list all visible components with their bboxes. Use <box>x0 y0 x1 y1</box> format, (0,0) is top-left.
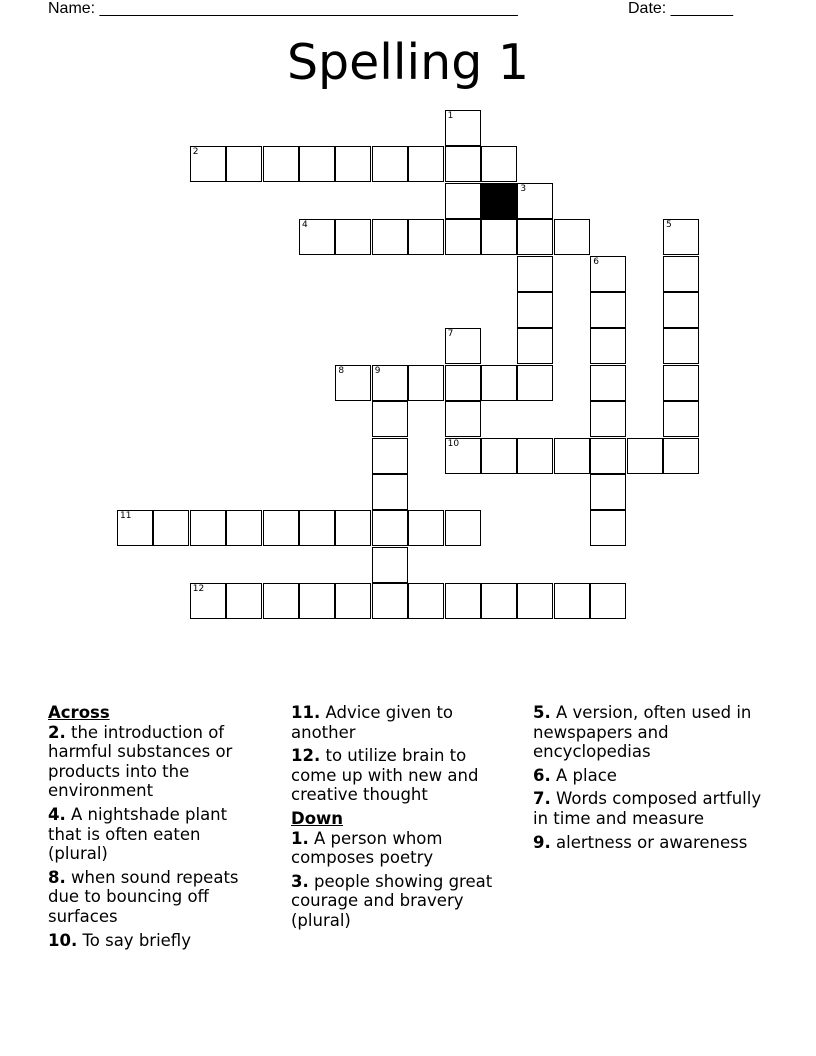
crossword-cell[interactable] <box>663 328 699 364</box>
crossword-cell[interactable] <box>517 292 553 328</box>
crossword-cell[interactable] <box>590 292 626 328</box>
crossword-cell[interactable] <box>335 583 371 619</box>
across-heading: Across <box>48 703 110 722</box>
crossword-cell[interactable] <box>663 256 699 292</box>
crossword-cell[interactable] <box>445 219 481 255</box>
crossword-cell[interactable] <box>517 256 553 292</box>
cell-number: 7 <box>447 329 454 340</box>
crossword-cell[interactable] <box>372 219 408 255</box>
crossword-cell[interactable] <box>517 183 553 219</box>
crossword-cell[interactable] <box>481 219 517 255</box>
crossword-cell[interactable] <box>663 365 699 401</box>
crossword-cell[interactable] <box>590 510 626 546</box>
crossword-cell[interactable] <box>408 510 444 546</box>
crossword-cell[interactable] <box>590 256 626 292</box>
crossword-cell[interactable] <box>663 292 699 328</box>
crossword-cell[interactable] <box>517 365 553 401</box>
page-title: Spelling 1 <box>286 34 530 91</box>
crossword-cell[interactable] <box>372 583 408 619</box>
crossword-cell[interactable] <box>335 365 371 401</box>
crossword-cell[interactable] <box>590 474 626 510</box>
crossword-cell[interactable] <box>554 219 590 255</box>
crossword-cell[interactable] <box>445 401 481 437</box>
clue-down-7: 7. Words composed artfully in time and measure <box>533 789 762 828</box>
crossword-cell[interactable] <box>517 438 553 474</box>
crossword-cell[interactable] <box>408 219 444 255</box>
crossword-cell[interactable] <box>481 583 517 619</box>
crossword-cell[interactable] <box>445 365 481 401</box>
clue-across-2: 2. the introduction of harmful substances or products into the environment <box>48 722 233 801</box>
clue-across-10: 10. To say briefly <box>48 930 191 950</box>
crossword-cell[interactable] <box>226 583 262 619</box>
cell-number: 1 <box>447 111 454 121</box>
crossword-cell[interactable] <box>481 438 517 474</box>
crossword-cell[interactable] <box>335 219 371 255</box>
crossword-black-cell <box>481 183 517 219</box>
crossword-cell[interactable] <box>590 438 626 474</box>
crossword-cell[interactable] <box>335 510 371 546</box>
crossword-cell[interactable] <box>226 146 262 182</box>
crossword-cell[interactable] <box>445 183 481 219</box>
crossword-cell[interactable] <box>663 219 699 255</box>
crossword-cell[interactable] <box>590 328 626 364</box>
crossword-cell[interactable] <box>445 110 481 146</box>
crossword-cell[interactable] <box>517 328 553 364</box>
crossword-cell[interactable] <box>445 583 481 619</box>
clues-column-2 <box>291 703 513 935</box>
crossword-cell[interactable] <box>590 583 626 619</box>
crossword-cell[interactable] <box>372 365 408 401</box>
crossword-cell[interactable] <box>117 510 153 546</box>
crossword-cell[interactable] <box>263 583 299 619</box>
crossword-cell[interactable] <box>190 510 226 546</box>
crossword-cell[interactable] <box>590 401 626 437</box>
crossword-cell[interactable] <box>663 438 699 474</box>
clue-across-8: 8. when sound repeats due to bouncing off surfaces <box>48 867 239 926</box>
crossword-cell[interactable] <box>299 219 335 255</box>
crossword-cell[interactable] <box>663 401 699 437</box>
crossword-cell[interactable] <box>517 583 553 619</box>
crossword-cell[interactable] <box>190 583 226 619</box>
cell-number: 4 <box>302 220 308 231</box>
crossword-cell[interactable] <box>445 328 481 364</box>
clue-down-5: 5. A version, often used in newspapers and encyclopedias <box>533 703 752 762</box>
name-field[interactable]: Name: _______________________________________________ <box>48 0 518 17</box>
cell-number: 10 <box>447 438 460 449</box>
cell-number: 11 <box>120 511 132 522</box>
crossword-cell[interactable] <box>408 146 444 182</box>
crossword-cell[interactable] <box>299 510 335 546</box>
crossword-cell[interactable] <box>372 146 408 182</box>
crossword-cell[interactable] <box>554 438 590 474</box>
crossword-cell[interactable] <box>299 583 335 619</box>
crossword-cell[interactable] <box>335 146 371 182</box>
cell-number: 8 <box>338 365 345 376</box>
date-field[interactable]: Date: _______ <box>628 0 733 17</box>
clue-across-11: 11. Advice given to another <box>291 703 454 742</box>
crossword-cell[interactable] <box>481 146 517 182</box>
crossword-cell[interactable] <box>445 510 481 546</box>
crossword-cell[interactable] <box>226 510 262 546</box>
clue-down-3: 3. people showing great courage and bravery (plural) <box>291 871 493 930</box>
cell-number: 6 <box>593 256 599 267</box>
crossword-cell[interactable] <box>517 219 553 255</box>
cell-number: 12 <box>192 584 205 595</box>
crossword-cell[interactable] <box>481 365 517 401</box>
cell-number: 5 <box>666 220 672 231</box>
crossword-cell[interactable] <box>445 146 481 182</box>
crossword-cell[interactable] <box>190 146 226 182</box>
crossword-cell[interactable] <box>590 365 626 401</box>
crossword-cell[interactable] <box>372 474 408 510</box>
crossword-cell[interactable] <box>372 510 408 546</box>
crossword-cell[interactable] <box>263 146 299 182</box>
clue-across-12: 12. to utilize brain to come up with new and creative thought <box>291 746 479 805</box>
crossword-cell[interactable] <box>372 438 408 474</box>
clue-across-4: 4. A nightshade plant that is often eaten (plural) <box>48 804 228 864</box>
clues-column-3 <box>533 703 763 856</box>
clue-down-6: 6. A place <box>533 765 617 785</box>
clue-down-1: 1. A person whom composes poetry <box>291 828 443 868</box>
crossword-cell[interactable] <box>445 438 481 474</box>
crossword-cell[interactable] <box>554 583 590 619</box>
cell-number: 2 <box>192 147 199 158</box>
cell-number: 9 <box>374 365 381 376</box>
crossword-cell[interactable] <box>299 146 335 182</box>
crossword-cell[interactable] <box>372 547 408 583</box>
down-heading: Down <box>291 808 344 828</box>
cell-number: 3 <box>520 183 527 194</box>
clues-column-1 <box>48 703 263 954</box>
crossword-cell[interactable] <box>153 510 189 546</box>
crossword-cell[interactable] <box>408 583 444 619</box>
clue-down-9: 9. alertness or awareness <box>533 832 748 852</box>
crossword-cell[interactable] <box>263 510 299 546</box>
crossword-cell[interactable] <box>408 365 444 401</box>
crossword-cell[interactable] <box>627 438 663 474</box>
crossword-cell[interactable] <box>372 401 408 437</box>
